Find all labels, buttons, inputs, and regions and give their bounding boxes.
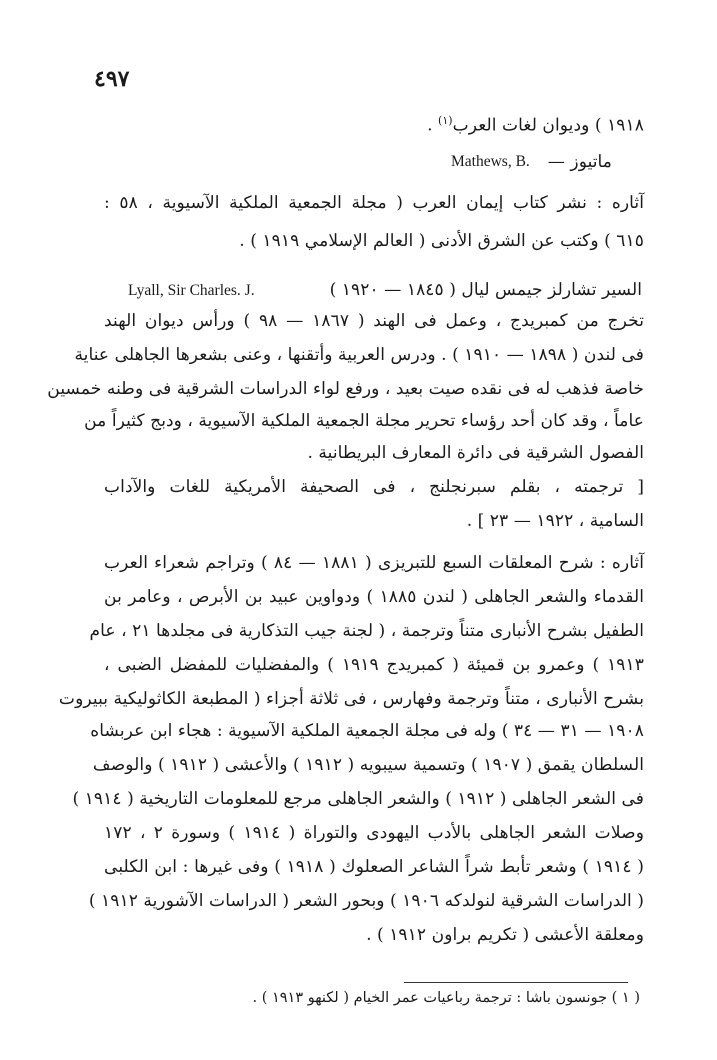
- text-line: الفصول الشرقية فى دائرة المعارف البريطانية .: [307, 443, 644, 463]
- text-line: الطفيل بشرح الأنبارى متناً وترجمة ، ( لجنة جيب التذكارية فى مجلدها ٢١ ، عام: [89, 621, 644, 641]
- text-line: بشرح الأنبارى ، متناً وترجمة وفهارس ، فى ثلاثة أجزاء ( المطبعة الكاثوليكية ببيروت: [58, 689, 644, 709]
- footnote-marker: (١): [438, 114, 453, 127]
- text-line: تخرج من كمبريدج ، وعمل فى الهند ( ١٨٦٧ — ٩٨ ) ورأس ديوان الهند: [104, 311, 644, 331]
- entry-heading-latin: Lyall, Sir Charles. J.: [128, 282, 255, 299]
- text-line: ( ١٩١٤ ) وشعر تأبط شراً الشاعر الصعلوك ( ١٩١٨ ) وفى غيرها : ابن الكلبى: [104, 857, 644, 877]
- text-line: السلطان يقمق ( ١٩٠٧ ) وتسمية سيبويه ( ١٩١٢ ) والأعشى ( ١٩١٢ ) والوصف: [92, 755, 644, 775]
- entry-heading-arabic: ماتيوز —: [547, 152, 612, 172]
- line-text: ١٩١٨ ) وديوان لغات العرب: [452, 115, 644, 136]
- text-line: السامية ، ١٩٢٢ — ٢٣ ] .: [466, 511, 644, 531]
- text-line: آثاره : شرح المعلقات السبع للتبريزى ( ١٨٨١ — ٨٤ ) وتراجم شعراء العرب: [104, 553, 644, 573]
- text-line: ١٩١٣ ) وعمرو بن قميئة ( كمبريدج ١٩١٩ ) والمفضليات للمفضل الضبى ،: [104, 655, 645, 675]
- text-line: خاصة فذهب له فى نقده صيت بعيد ، ورفع لواء الدراسات الشرقية فى وطنه خمسين: [47, 379, 644, 399]
- line-text: .: [427, 115, 439, 136]
- text-line: [104, 106, 644, 136]
- entry-heading-arabic: السير تشارلز جيمس ليال ( ١٨٤٥ — ١٩٢٠ ): [329, 280, 642, 300]
- entry-heading-latin: Mathews, B.: [451, 153, 530, 170]
- text-line: فى لندن ( ١٨٩٨ — ١٩١٠ ) . ودرس العربية وأتقنها ، وعنى بشعرها الجاهلى عناية: [74, 345, 644, 365]
- text-line: فى الشعر الجاهلى ( ١٩١٢ ) والشعر الجاهلى مرجع للمعلومات التاريخية ( ١٩١٤ ): [72, 789, 644, 809]
- text-line: ( الدراسات الشرقية لنولدكه ١٩٠٦ ) وبحور الشعر ( الدراسات الآشورية ١٩١٢ ): [88, 891, 644, 911]
- text-line: [ ترجمته ، بقلم سبرنجلنج ، فى الصحيفة الأمريكية للغات والآداب: [104, 477, 644, 497]
- page-number: ٤٩٧: [94, 66, 130, 92]
- text-line: وصلات الشعر الجاهلى بالأدب اليهودى والتوراة ( ١٩١٤ ) وسورة ٢ ، ١٧٢: [104, 823, 644, 843]
- text-line: ٦١٥ ) وكتب عن الشرق الأدنى ( العالم الإسلامي ١٩١٩ ) .: [239, 231, 644, 251]
- text-line: ومعلقة الأعشى ( تكريم براون ١٩١٢ ) .: [366, 925, 644, 945]
- text-line: عاماً ، وقد كان أحد رؤساء تحرير مجلة الجمعية الملكية الآسيوية ، ودبج كثيراً من: [84, 411, 644, 431]
- text-line: آثاره : نشر كتاب إيمان العرب ( مجلة الجمعية الملكية الآسيوية ، ٥٨ :: [104, 193, 644, 213]
- footnote-divider: [404, 982, 628, 983]
- text-line: ١٩٠٨ — ٣١ — ٣٤ ) وله فى مجلة الجمعية الملكية الآسيوية : هجاء ابن عربشاه: [90, 721, 644, 741]
- footnote: ( ١ ) جونسون باشا : ترجمة رباعيات عمر الخيام ( لكنهو ١٩١٣ ) .: [252, 990, 640, 1006]
- text-line: القدماء والشعر الجاهلى ( لندن ١٨٨٥ ) ودواوين عبيد بن الأبرص ، وعامر بن: [104, 587, 645, 607]
